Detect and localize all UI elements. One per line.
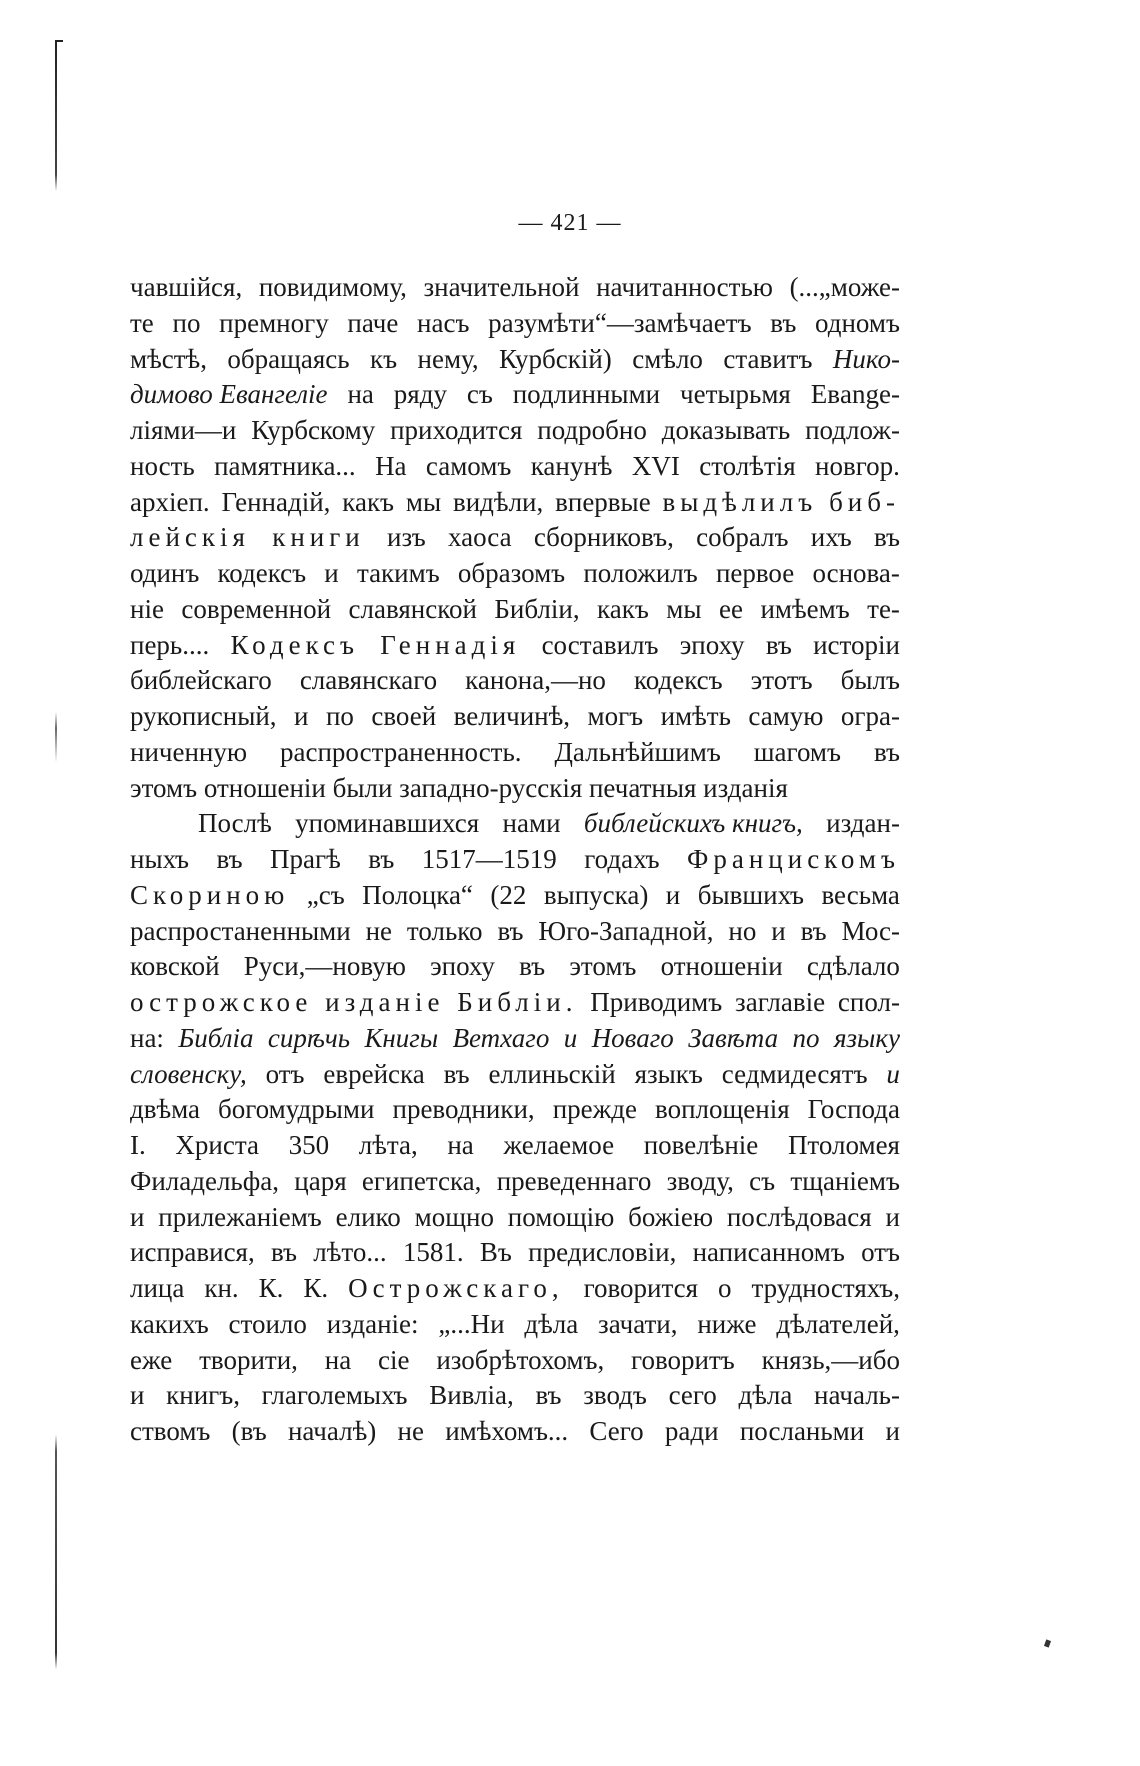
- word: ради: [664, 1416, 719, 1446]
- word: могъ: [587, 701, 644, 731]
- word: те-: [867, 593, 900, 624]
- word: Руси,—новую: [243, 951, 406, 982]
- word: памятника...: [214, 450, 356, 481]
- word: о: [718, 1273, 732, 1303]
- text-line: [130, 342, 900, 378]
- word: и: [771, 915, 786, 946]
- word: и: [665, 879, 681, 910]
- word: ихъ: [810, 522, 852, 553]
- word: Геннадій,: [221, 486, 331, 517]
- word: былъ: [840, 665, 900, 696]
- word: (22: [490, 879, 527, 910]
- text-line: [130, 771, 900, 807]
- word: такимъ: [356, 558, 440, 588]
- text-line: [130, 1378, 900, 1414]
- word: какихъ: [130, 1308, 209, 1339]
- word: канона,—но: [465, 665, 606, 696]
- word: годахъ: [584, 844, 660, 874]
- word: ковской: [130, 951, 220, 982]
- word: сдѣлало: [806, 951, 900, 982]
- word: и: [886, 1058, 900, 1089]
- word: эпоху: [679, 629, 745, 660]
- text-line: [130, 699, 900, 735]
- scan-edge-line: [55, 40, 57, 1720]
- word: прилежаніемъ: [158, 1201, 322, 1232]
- word: князь,—ибо: [761, 1344, 900, 1375]
- word: К.: [258, 1273, 284, 1303]
- word: четырьмя: [680, 379, 791, 410]
- word: книгъ,: [166, 1380, 240, 1411]
- word: съ: [466, 379, 493, 410]
- word: имѣть: [660, 701, 731, 731]
- word: въ: [216, 844, 243, 874]
- word: шагомъ: [753, 736, 841, 767]
- word: лѣта,: [358, 1130, 418, 1160]
- word: въ: [873, 736, 900, 767]
- word: огра-: [840, 701, 900, 731]
- word: одномъ: [815, 307, 900, 338]
- word: ряду: [393, 379, 447, 410]
- text-line: [130, 377, 900, 413]
- word: Филадельфа,: [130, 1165, 279, 1196]
- word: хаоса: [447, 522, 512, 553]
- text-line: [130, 413, 900, 449]
- word: Францискомъ: [687, 844, 900, 874]
- word: І.: [130, 1130, 146, 1160]
- word: Полоцка“: [362, 879, 473, 910]
- word: Птоломея: [787, 1130, 900, 1160]
- word: нему,: [417, 343, 479, 374]
- word: насъ: [417, 307, 470, 338]
- word: собралъ: [696, 522, 789, 553]
- text-line: [130, 1021, 900, 1057]
- word: ниченную: [130, 736, 248, 767]
- text-line: [130, 556, 900, 592]
- word: ставитъ: [723, 343, 813, 374]
- text-line: [130, 1057, 900, 1093]
- word: величинѣ,: [453, 701, 571, 731]
- word: ниже: [697, 1308, 757, 1339]
- word: книги: [272, 522, 365, 553]
- word: говоритъ: [631, 1344, 735, 1375]
- word: началь-: [814, 1380, 900, 1411]
- word: на: [447, 1130, 474, 1160]
- word: и: [885, 1201, 900, 1232]
- word: сборниковъ,: [533, 522, 674, 553]
- word: этомъ: [569, 951, 637, 982]
- word: перь....: [130, 629, 210, 660]
- word: желаемое: [503, 1130, 615, 1160]
- word: К.: [303, 1273, 329, 1303]
- word: сіе: [378, 1344, 410, 1375]
- word: отъ: [861, 1237, 900, 1268]
- word: на:: [130, 1022, 164, 1053]
- word: говорится: [583, 1273, 699, 1303]
- word: изъ: [387, 522, 426, 553]
- word: въ: [873, 522, 900, 553]
- word: 350: [288, 1130, 330, 1160]
- word: одинъ: [130, 558, 200, 588]
- text-line: [130, 1307, 900, 1343]
- word: Острожскаго,: [348, 1273, 564, 1303]
- word: богомудрыми: [218, 1094, 375, 1125]
- word: въ: [270, 1237, 298, 1268]
- word: только: [406, 915, 483, 946]
- word: отъ: [265, 1058, 305, 1089]
- word: дѣла: [738, 1380, 793, 1411]
- word: въ: [497, 915, 524, 946]
- word: началѣ): [287, 1416, 377, 1446]
- word: въ: [368, 844, 395, 874]
- word: повидимому,: [258, 272, 407, 302]
- text-line: [130, 520, 900, 556]
- word: биб-: [829, 486, 900, 517]
- word: и: [294, 701, 309, 731]
- word: Дальнѣйшимъ: [554, 736, 721, 767]
- word: зачати,: [598, 1308, 678, 1339]
- word: самомъ: [425, 450, 512, 481]
- word: эпоху: [430, 951, 495, 982]
- text-line: [130, 735, 900, 771]
- word: „съ: [306, 879, 345, 910]
- word: воплощенія: [655, 1094, 790, 1125]
- word: ность: [130, 450, 195, 481]
- word: двѣма: [130, 1094, 201, 1125]
- word: сего: [668, 1380, 717, 1411]
- word: Завѣта: [688, 1022, 779, 1053]
- word: по: [325, 701, 354, 731]
- word: мы: [405, 486, 442, 517]
- word: Ветхаго: [452, 1022, 550, 1053]
- word: еже: [130, 1344, 173, 1375]
- word: положилъ: [583, 558, 698, 588]
- word: зводу,: [666, 1165, 734, 1196]
- word: мы: [666, 593, 702, 624]
- word: рукописный,: [130, 701, 277, 731]
- scan-edge-tick: [55, 40, 63, 42]
- word: отношеніи: [660, 951, 783, 982]
- word: доказывать: [661, 415, 791, 445]
- word: ее: [719, 593, 743, 624]
- word: На: [375, 450, 407, 481]
- word: лица: [130, 1273, 185, 1303]
- word: стоило: [228, 1308, 307, 1339]
- word: основа-: [812, 558, 900, 588]
- word: въ: [519, 951, 546, 982]
- word: столѣтія: [699, 450, 796, 481]
- word: острожское: [130, 987, 313, 1017]
- page-number: — 421 —: [518, 210, 622, 236]
- word: подлож-: [805, 415, 900, 445]
- word: (въ: [231, 1416, 267, 1446]
- word: кодексъ: [217, 558, 307, 588]
- word: видѣли,: [452, 486, 544, 517]
- word: прежде: [552, 1094, 637, 1125]
- word: кодексъ: [634, 665, 723, 696]
- word: седмидесятъ: [721, 1058, 868, 1089]
- word: Курбскому: [251, 415, 376, 445]
- word: Христа: [175, 1130, 259, 1160]
- word: Библіа: [178, 1022, 254, 1053]
- text-line: [130, 306, 900, 342]
- word: дѣла: [524, 1308, 579, 1339]
- word: ствомъ: [130, 1416, 211, 1446]
- text-line: [130, 1414, 900, 1450]
- word: выпуска): [543, 879, 649, 910]
- word: Юго-Западной,: [538, 915, 714, 946]
- word: не: [365, 915, 393, 946]
- word: и: [324, 558, 339, 588]
- word: выдѣлилъ: [662, 486, 818, 517]
- word: изобрѣтохомъ,: [436, 1344, 605, 1375]
- word: по: [172, 307, 201, 338]
- word: Вивліа,: [429, 1380, 514, 1411]
- word: этотъ: [750, 665, 813, 696]
- word: славянской: [348, 593, 477, 624]
- text-line: [130, 1235, 900, 1271]
- text-line: [130, 914, 900, 950]
- word: Приводимъ: [590, 987, 723, 1017]
- word: премногу: [219, 307, 329, 338]
- word: распростаненными: [130, 915, 351, 946]
- word: XVI: [631, 450, 680, 481]
- word: и: [130, 1380, 145, 1411]
- text-line: [130, 1271, 900, 1307]
- text-line: [130, 1092, 900, 1128]
- word: еврейска: [323, 1058, 425, 1089]
- word: глаголемыхъ: [261, 1380, 408, 1411]
- word: какъ: [597, 593, 649, 624]
- word: преведеннаго: [496, 1165, 652, 1196]
- word: приходится: [390, 415, 523, 445]
- word: начитанностью: [596, 272, 773, 302]
- word: сирѣчь: [267, 1022, 351, 1053]
- word: упоминавшихся: [295, 808, 480, 839]
- ink-speck: [1044, 1639, 1051, 1647]
- text-line: [130, 1164, 900, 1200]
- word: исторіи: [813, 629, 900, 660]
- word: къ: [370, 343, 398, 374]
- word: изданіе: [325, 987, 445, 1017]
- word: чавшійся,: [130, 272, 243, 302]
- word: преводники,: [392, 1094, 535, 1125]
- word: издан-: [826, 808, 900, 839]
- word: 1517—1519: [421, 844, 557, 874]
- word: на: [324, 1344, 352, 1375]
- word: кн.: [204, 1273, 239, 1303]
- word: Мос-: [841, 915, 900, 946]
- word: божіею: [628, 1201, 714, 1232]
- word: въ: [535, 1380, 562, 1411]
- paragraph-1: [130, 270, 900, 806]
- word: исправися,: [130, 1237, 255, 1268]
- word: имѣемъ: [760, 593, 850, 624]
- word: библейскихъ книгъ,: [583, 808, 803, 839]
- word: и: [885, 1416, 900, 1446]
- word: зводъ: [583, 1380, 647, 1411]
- word: имѣхомъ...: [445, 1416, 569, 1446]
- word: Послѣ: [198, 808, 272, 839]
- word: подлинными: [512, 379, 661, 410]
- word: „...Ни: [438, 1308, 505, 1339]
- word: значительной: [423, 272, 580, 302]
- word: те: [130, 307, 154, 338]
- word: трудностяхъ,: [751, 1273, 900, 1303]
- word: Курбскій): [499, 343, 612, 374]
- text-line: [130, 485, 900, 521]
- word: Скориною: [130, 879, 290, 910]
- word: спол-: [837, 987, 900, 1017]
- word: современной: [181, 593, 332, 624]
- word: распространенность.: [280, 736, 522, 767]
- word: повелѣніе: [643, 1130, 759, 1160]
- word: паче: [347, 307, 399, 338]
- word: образомъ: [457, 558, 566, 588]
- word: творити,: [199, 1344, 298, 1375]
- word: лейскія: [130, 522, 250, 553]
- word: славянскаго: [299, 665, 438, 696]
- word: нами: [502, 808, 561, 839]
- word: не: [397, 1416, 424, 1446]
- word: въ: [800, 915, 827, 946]
- word: Кодексъ: [230, 629, 359, 660]
- word: Нико-: [832, 343, 900, 374]
- word: (...„може-: [789, 272, 900, 302]
- word: мощно: [414, 1201, 494, 1232]
- word: языку: [833, 1022, 900, 1053]
- word: составилъ: [541, 629, 659, 660]
- word: самую: [748, 701, 824, 731]
- word: изданіе:: [326, 1308, 419, 1339]
- text-line: [130, 449, 900, 485]
- word: весьма: [821, 879, 900, 910]
- word: Геннадія: [380, 629, 521, 660]
- text-line: [130, 878, 900, 914]
- word: языкъ: [634, 1058, 703, 1089]
- word: этомъ отношеніи были западно-русскія печатныя изданія: [130, 772, 788, 803]
- text-line: [130, 592, 900, 628]
- word: димово Евангеліе: [130, 379, 328, 410]
- word: какъ: [342, 486, 395, 517]
- word: мѣстѣ,: [130, 343, 207, 374]
- word: и: [563, 1022, 578, 1053]
- word: бывшихъ: [697, 879, 805, 910]
- word: предисловіи,: [528, 1237, 677, 1268]
- word: новгор.: [815, 450, 900, 481]
- word: Библіи,: [494, 593, 580, 624]
- word: написанномъ: [692, 1237, 845, 1268]
- word: первое: [715, 558, 795, 588]
- word: впервые: [555, 486, 651, 517]
- word: въ: [770, 307, 797, 338]
- word: Сего: [589, 1416, 644, 1446]
- word: обращаясь: [227, 343, 350, 374]
- word: царя: [294, 1165, 347, 1196]
- word: своей: [371, 701, 437, 731]
- word: елико: [335, 1201, 401, 1232]
- word: но: [728, 915, 757, 946]
- word: еллиньскій: [488, 1058, 616, 1089]
- text-line: [130, 985, 900, 1021]
- text-line: [130, 806, 900, 842]
- text-line: [130, 663, 900, 699]
- word: посланьми: [739, 1416, 865, 1446]
- word: Новаго: [591, 1022, 674, 1053]
- word: заглавіе: [735, 987, 826, 1017]
- word: Библіи.: [457, 987, 578, 1017]
- word: Въ: [479, 1237, 512, 1268]
- text-line: [130, 1200, 900, 1236]
- word: 1581.: [402, 1237, 464, 1268]
- word: ныхъ: [130, 844, 190, 874]
- word: смѣло: [632, 343, 703, 374]
- word: тщаніемъ: [790, 1165, 900, 1196]
- word: разумѣти“—замѣчаетъ: [488, 307, 752, 338]
- word: канунѣ: [530, 450, 613, 481]
- word: дѣлателей,: [776, 1308, 900, 1339]
- word: помощію: [507, 1201, 615, 1232]
- word: съ: [749, 1165, 776, 1196]
- text-line: [130, 628, 900, 664]
- word: египетска,: [361, 1165, 482, 1196]
- word: на: [347, 379, 374, 410]
- word: Книгы: [364, 1022, 439, 1053]
- text-line: [130, 949, 900, 985]
- word: по: [792, 1022, 820, 1053]
- text-line: [130, 842, 900, 878]
- word: послѣдовася: [726, 1201, 872, 1232]
- word: словенску,: [130, 1058, 247, 1089]
- body-text: [130, 270, 900, 1450]
- word: ніе: [130, 593, 164, 624]
- word: въ: [765, 629, 792, 660]
- word: ліями—и: [130, 415, 237, 445]
- word: Евange-: [810, 379, 900, 410]
- word: лѣто...: [313, 1237, 387, 1268]
- paragraph-2: [130, 806, 900, 1450]
- text-line: [130, 270, 900, 306]
- word: подробно: [537, 415, 647, 445]
- text-line: [130, 1128, 900, 1164]
- word: Господа: [807, 1094, 900, 1125]
- word: библейскаго: [130, 665, 272, 696]
- word: и: [130, 1201, 145, 1232]
- word: Прагѣ: [270, 844, 341, 874]
- word: архіеп.: [130, 486, 210, 517]
- text-line: [130, 1343, 900, 1379]
- word: въ: [443, 1058, 470, 1089]
